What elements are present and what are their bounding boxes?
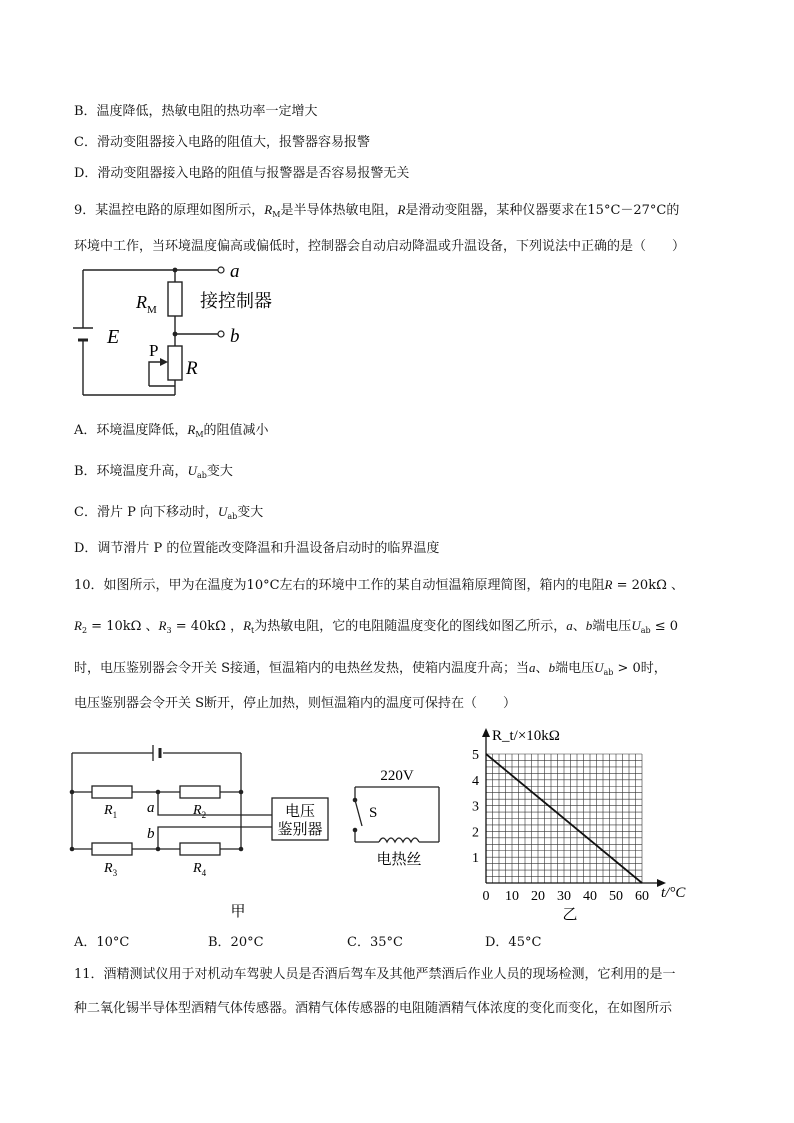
- q10-uab-symbol: U: [631, 618, 641, 633]
- q10-stem-3g: > 0时，: [613, 661, 667, 676]
- q9-label-p: P: [149, 341, 159, 360]
- q9-option-d: D．调节滑片 P 的位置能改变降温和升温设备启动时的临界温度: [74, 541, 440, 556]
- q9-stem-line2: 环境中工作，当环境温度偏高或偏低时，控制器会自动启动降温或升温设备，下列说法中正确的是（ ）: [74, 239, 686, 254]
- q10-stem-2f: 为热敏电阻，它的电阻随温度变化的图线如图乙所示，: [254, 619, 567, 634]
- chart-x-tick-label: 40: [583, 889, 597, 904]
- q9-stem-line1: [74, 201, 679, 224]
- chart-x-tick-label: 10: [505, 889, 519, 904]
- chart-y-tick-label: 2: [472, 825, 479, 841]
- q10-stem-2h: 、: [572, 619, 586, 634]
- q10-heater-switch-label: S: [369, 805, 378, 821]
- q9-option-b-u-sub: ab: [196, 471, 207, 480]
- chart-xlabel: t/°C: [661, 885, 686, 901]
- q10-jia-r3: [92, 843, 132, 855]
- q8-option-d: D．滑动变阻器接入电路的阻值与报警器是否容易报警无关: [74, 166, 410, 181]
- q10-option-c: C．35°C: [347, 935, 403, 950]
- q10-jia-r1-label: $R_1$: [104, 803, 118, 820]
- q9-slider-arrow-icon: [160, 358, 168, 366]
- q10-jia-node-right-bottom: [239, 847, 244, 852]
- q9-rm-symbol: R: [264, 202, 273, 217]
- q10-uab2-symbol: U: [594, 660, 604, 675]
- q9-circuit-diagram: [70, 258, 310, 408]
- q9-junction-top: [173, 268, 178, 273]
- q9-option-a-rm-sub: M: [195, 430, 204, 439]
- q10-stem-2g: a: [566, 618, 573, 633]
- q10-heater-circuit: [345, 760, 455, 875]
- q9-stem-part3: 是滑动变阻器，某种仪器要求在15°C－27°C的: [405, 203, 680, 218]
- q10-r2-sub: 2: [81, 626, 88, 635]
- q10-jia-r3-label: $R_3$: [104, 861, 118, 878]
- q10-r1-value: = 20kΩ 、: [612, 578, 684, 593]
- q10-jia-lead-b: [158, 827, 272, 849]
- q10-jia-b-label: b: [147, 826, 155, 842]
- q9-option-c-post: 变大: [237, 505, 264, 520]
- chart-ylabel: R_t/×10kΩ: [492, 728, 560, 744]
- q9-terminal-b-icon: [218, 331, 224, 337]
- q9-label-b: b: [230, 326, 240, 347]
- q10-jia-r4-label: $R_4$: [193, 861, 207, 878]
- q10-chart-yi: [466, 720, 696, 925]
- q9-junction-mid: [173, 332, 178, 337]
- q10-heater-switch-bottom-icon: [353, 828, 358, 833]
- q10-stem-line2: [74, 617, 678, 640]
- q8-option-c: C．滑动变阻器接入电路的阻值大，报警器容易报警: [74, 135, 370, 150]
- q9-option-a-pre: A．环境温度降低，: [74, 423, 188, 438]
- q10-jia-a-label: a: [147, 800, 155, 816]
- q9-label-e: E: [107, 326, 120, 348]
- chart-x-tick-label: 60: [635, 889, 649, 904]
- q10-heater-voltage: 220V: [380, 768, 414, 784]
- q10-option-b: B．20°C: [208, 935, 264, 950]
- chart-caption: 乙: [562, 907, 578, 923]
- q10-jia-lead-a: [158, 792, 272, 815]
- q10-uab2-sub: ab: [603, 668, 614, 677]
- q10-stem-2l: ≤ 0: [650, 619, 679, 634]
- q10-stem-3b: a: [529, 660, 536, 675]
- q10-r1-symbol: R: [604, 577, 613, 592]
- chart-y-tick-label: 1: [472, 851, 479, 867]
- q10-option-d: D．45°C: [485, 935, 542, 950]
- chart-y-tick-label: 4: [472, 773, 479, 789]
- q10-jia-node-left-top: [70, 790, 75, 795]
- q10-jia-r2-label: $R_2$: [193, 803, 207, 820]
- q9-option-c-pre: C．滑片 P 向下移动时，: [74, 505, 218, 520]
- chart-x-tick-label: 20: [531, 889, 545, 904]
- q10-heater-label: 电热丝: [376, 852, 422, 868]
- q9-option-a-post: 的阻值减小: [203, 423, 269, 438]
- q10-jia-node-b: [156, 847, 161, 852]
- q10-jia-detector-label-1: 电压: [284, 804, 316, 820]
- q10-jia-detector-label-2: 鉴别器: [277, 822, 323, 838]
- q10-stem-3c: 、: [535, 661, 549, 676]
- q10-stem-2j: 端电压: [592, 619, 632, 634]
- q9-option-a-rm: R: [187, 422, 196, 437]
- q10-jia-r1: [92, 786, 132, 798]
- q9-stem-part1: 9．某温控电路的原理如图所示，: [74, 203, 265, 218]
- q10-rt-symbol: R: [243, 618, 252, 633]
- q9-label-a: a: [230, 261, 240, 282]
- q9-stem-part2: 是半导体热敏电阻，: [280, 203, 398, 218]
- q10-option-a: A．10°C: [74, 935, 130, 950]
- q10-jia-caption: 甲: [230, 904, 246, 920]
- q9-option-c-u: U: [217, 504, 228, 519]
- q10-r3-sub: 3: [166, 626, 172, 635]
- q9-label-controller: 接控制器: [200, 291, 272, 311]
- q9-option-b-pre: B．环境温度升高，: [74, 464, 188, 479]
- q9-option-c-u-sub: ab: [227, 512, 238, 521]
- q10-r2-value: = 10kΩ 、: [87, 619, 159, 634]
- chart-x-tick-label: 50: [609, 889, 623, 904]
- q10-stem-1a: 10．如图所示，甲为在温度为10°C左右的环境中工作的某自动恒温箱原理简图，箱内的电阻: [74, 578, 605, 593]
- q9-option-b-post: 变大: [206, 464, 233, 479]
- q9-terminal-a-icon: [218, 267, 224, 273]
- q9-option-b: [74, 462, 233, 485]
- q10-r2-symbol: R: [74, 618, 82, 633]
- q9-option-c: [74, 503, 263, 526]
- q10-heater-switch-blade: [355, 800, 362, 826]
- q9-label-rm: $R_M$: [136, 292, 157, 316]
- q10-jia-node-a: [156, 790, 161, 795]
- q10-stem-3e: 端电压: [555, 661, 595, 676]
- q10-jia-r2: [180, 786, 220, 798]
- q11-stem-line2: 种二氧化锡半导体型酒精气体传感器。酒精气体传感器的电阻随酒精气体浓度的变化而变化，在如图所示: [74, 1001, 673, 1016]
- chart-y-tick-label: 3: [472, 799, 479, 815]
- chart-y-tick-label: 5: [472, 748, 479, 763]
- q8-option-b: B．温度降低，热敏电阻的热功率一定增大: [74, 104, 318, 119]
- q10-stem-3a: 时，电压鉴别器会令开关 S接通，恒温箱内的电热丝发热，使箱内温度升高；当: [74, 661, 530, 676]
- q10-stem-3d: b: [548, 660, 556, 675]
- q10-rt-sub: t: [251, 626, 255, 635]
- q10-jia-node-right-top: [239, 790, 244, 795]
- chart-x-tick-label: 30: [557, 889, 571, 904]
- q10-heater-switch-top-icon: [353, 798, 358, 803]
- chart-y-arrow-icon: [482, 728, 490, 737]
- q9-rm-sub: M: [272, 210, 281, 219]
- q9-option-a: [74, 421, 269, 444]
- chart-axes: [482, 728, 666, 887]
- q10-stem-line1: [74, 576, 684, 595]
- q10-fig-jia: [60, 735, 350, 925]
- chart-x-tick-label: 0: [482, 889, 490, 904]
- q9-label-r: R: [186, 358, 198, 379]
- q10-stem-line4: 电压鉴别器会令开关 S断开，停止加热，则恒温箱内的温度可保持在（ ）: [74, 696, 517, 711]
- q9-option-b-u: U: [187, 463, 197, 478]
- q9-slider-wire: [149, 362, 164, 386]
- q10-jia-r4: [180, 843, 220, 855]
- q10-r3-value: = 40kΩ ，: [171, 619, 244, 634]
- q10-jia-node-left-bottom: [70, 847, 75, 852]
- q9-rm-resistor: [168, 282, 182, 316]
- q9-rheostat: [168, 346, 182, 380]
- q9-r-symbol: R: [397, 202, 406, 217]
- q10-uab-sub: ab: [640, 626, 651, 635]
- q10-heater-coil-icon: [379, 838, 419, 842]
- q10-stem-2i: b: [585, 618, 593, 633]
- q11-stem-line1: 11．酒精测试仪用于对机动车驾驶人员是否酒后驾车及其他严禁酒后作业人员的现场检测，它利用的是一: [74, 967, 676, 982]
- q10-stem-line3: [74, 659, 667, 682]
- q10-r3-symbol: R: [158, 618, 167, 633]
